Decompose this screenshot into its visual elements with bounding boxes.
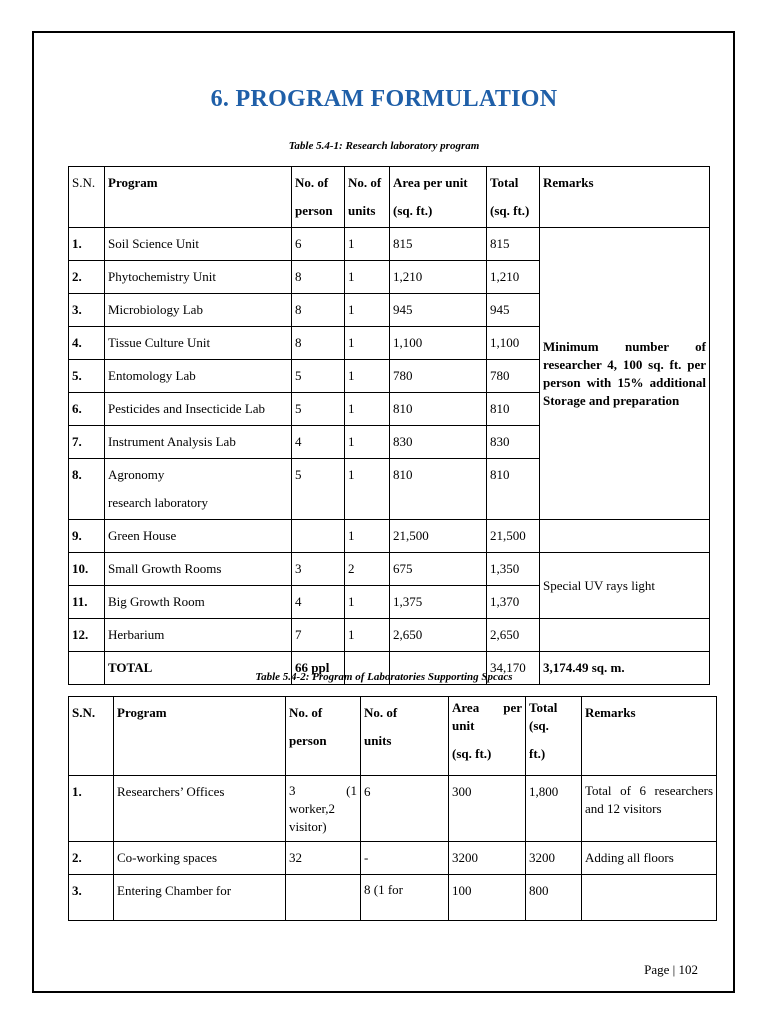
cell-persons (292, 520, 345, 553)
cell-units: 1 (345, 586, 390, 619)
cell-persons: 8 (292, 327, 345, 360)
header-remarks: Remarks (582, 697, 717, 776)
table-row (69, 776, 717, 842)
table-row (69, 875, 717, 921)
cell-program: Agronomy research laboratory (105, 459, 292, 520)
cell-total: 2,650 (487, 619, 540, 652)
cell-sn: 9. (69, 520, 105, 553)
header-total: Total (sq. ft.) (487, 167, 540, 228)
table-row (69, 619, 710, 652)
cell-persons: 4 (292, 586, 345, 619)
cell-area: 1,375 (390, 586, 487, 619)
cell-area: 1,210 (390, 261, 487, 294)
cell-area: 300 (449, 776, 526, 842)
cell-persons: 8 (292, 261, 345, 294)
cell-sn: 2. (69, 842, 114, 875)
cell-total: 1,100 (487, 327, 540, 360)
cell-units: 6 (361, 776, 449, 842)
cell-area: 675 (390, 553, 487, 586)
cell-total: 945 (487, 294, 540, 327)
cell-sn: 12. (69, 619, 105, 652)
header-persons: No. of person (292, 167, 345, 228)
cell-program: Herbarium (105, 619, 292, 652)
cell-persons: 3 (1 worker,2 visitor) (286, 776, 361, 842)
cell-total: 815 (487, 228, 540, 261)
cell-persons: 7 (292, 619, 345, 652)
cell-persons (286, 875, 361, 921)
cell-sn: 2. (69, 261, 105, 294)
cell-sn: 1. (69, 228, 105, 261)
cell-sn: 11. (69, 586, 105, 619)
cell-persons: 8 (292, 294, 345, 327)
cell-persons: 5 (292, 459, 345, 520)
cell-program: Co-working spaces (114, 842, 286, 875)
header-remarks: Remarks (540, 167, 710, 228)
table1-header-row (69, 167, 710, 228)
cell-sn: 3. (69, 875, 114, 921)
total-sqm: 3,174.49 sq. m. (540, 652, 710, 685)
cell-total: 780 (487, 360, 540, 393)
remarks-labs: Minimum number of researcher 4, 100 sq. ft. per person with 15% additional Storage and preparation (540, 228, 710, 520)
cell-persons: 5 (292, 393, 345, 426)
cell-program: Researchers’ Offices (114, 776, 286, 842)
cell-area: 810 (390, 459, 487, 520)
cell-area: 945 (390, 294, 487, 327)
cell-sn: 5. (69, 360, 105, 393)
cell-total: 810 (487, 459, 540, 520)
table-row (69, 520, 710, 553)
table-row (69, 842, 717, 875)
cell-program: Tissue Culture Unit (105, 327, 292, 360)
research-lab-table (68, 166, 710, 685)
cell-total: 3200 (526, 842, 582, 875)
cell-sn: 4. (69, 327, 105, 360)
cell-remarks (540, 619, 710, 652)
cell-units: 1 (345, 426, 390, 459)
cell-area: 2,650 (390, 619, 487, 652)
cell-units: 1 (345, 619, 390, 652)
cell-program: Entering Chamber for (114, 875, 286, 921)
cell-sn: 1. (69, 776, 114, 842)
cell-remarks (540, 520, 710, 553)
table2-header-row (69, 697, 717, 776)
table2-caption: Table 5.4-2: Program of Laboratories Supporting Spcacs (255, 671, 513, 683)
header-sn: S.N. (69, 167, 105, 228)
cell-program: Green House (105, 520, 292, 553)
cell-units: 1 (345, 228, 390, 261)
header-sn: S.N. (69, 697, 114, 776)
total-label: TOTAL (105, 652, 292, 685)
cell-area: 21,500 (390, 520, 487, 553)
cell-sn: 3. (69, 294, 105, 327)
cell-area: 815 (390, 228, 487, 261)
cell-units: 8 (1 for (361, 875, 449, 921)
cell-units: 1 (345, 261, 390, 294)
cell-program: Small Growth Rooms (105, 553, 292, 586)
header-total: Total (sq. ft.) (526, 697, 582, 776)
cell-area: 830 (390, 426, 487, 459)
total-sqft: 34,170 (487, 652, 540, 685)
cell-total: 21,500 (487, 520, 540, 553)
cell-units: 1 (345, 360, 390, 393)
remarks-growth: Special UV rays light (540, 553, 710, 619)
cell-total: 1,210 (487, 261, 540, 294)
cell-units: 2 (345, 553, 390, 586)
cell-persons: 5 (292, 360, 345, 393)
cell-area: 3200 (449, 842, 526, 875)
header-program: Program (114, 697, 286, 776)
cell-remarks: Total of 6 researchers and 12 visitors (582, 776, 717, 842)
total-persons: 66 ppl (292, 652, 345, 685)
cell-total: 1,800 (526, 776, 582, 842)
header-area: Area per unit (sq. ft.) (390, 167, 487, 228)
cell-remarks (582, 875, 717, 921)
cell-total: 1,370 (487, 586, 540, 619)
cell-remarks: Adding all floors (582, 842, 717, 875)
cell-units: 1 (345, 393, 390, 426)
cell-persons: 3 (292, 553, 345, 586)
cell-area: 780 (390, 360, 487, 393)
cell-units: 1 (345, 294, 390, 327)
cell-sn: 8. (69, 459, 105, 520)
cell-total: 1,350 (487, 553, 540, 586)
cell-area: 100 (449, 875, 526, 921)
cell-persons: 6 (292, 228, 345, 261)
cell-total: 810 (487, 393, 540, 426)
cell-program: Entomology Lab (105, 360, 292, 393)
cell-area: 1,100 (390, 327, 487, 360)
header-units: No. of units (345, 167, 390, 228)
cell-program: Microbiology Lab (105, 294, 292, 327)
cell-total: 830 (487, 426, 540, 459)
supporting-spaces-table (68, 696, 717, 921)
cell-program: Phytochemistry Unit (105, 261, 292, 294)
cell-program: Big Growth Room (105, 586, 292, 619)
cell-program: Instrument Analysis Lab (105, 426, 292, 459)
page-title: 6. PROGRAM FORMULATION (210, 86, 558, 112)
cell-program: Pesticides and Insecticide Lab (105, 393, 292, 426)
table-row (69, 553, 710, 586)
cell-total: 800 (526, 875, 582, 921)
cell-units: 1 (345, 327, 390, 360)
header-area: Area per unit (sq. ft.) (449, 697, 526, 776)
cell-program: Soil Science Unit (105, 228, 292, 261)
cell-sn: 10. (69, 553, 105, 586)
header-persons: No. of person (286, 697, 361, 776)
cell-area: 810 (390, 393, 487, 426)
cell-units: 1 (345, 459, 390, 520)
cell-persons: 32 (286, 842, 361, 875)
cell-sn: 7. (69, 426, 105, 459)
table-row (69, 228, 710, 261)
page-number: Page | 102 (644, 962, 698, 977)
cell-persons: 4 (292, 426, 345, 459)
header-units: No. of units (361, 697, 449, 776)
cell-units: 1 (345, 520, 390, 553)
header-program: Program (105, 167, 292, 228)
cell-units: - (361, 842, 449, 875)
table1-caption: Table 5.4-1: Research laboratory program (288, 140, 480, 152)
cell-sn: 6. (69, 393, 105, 426)
